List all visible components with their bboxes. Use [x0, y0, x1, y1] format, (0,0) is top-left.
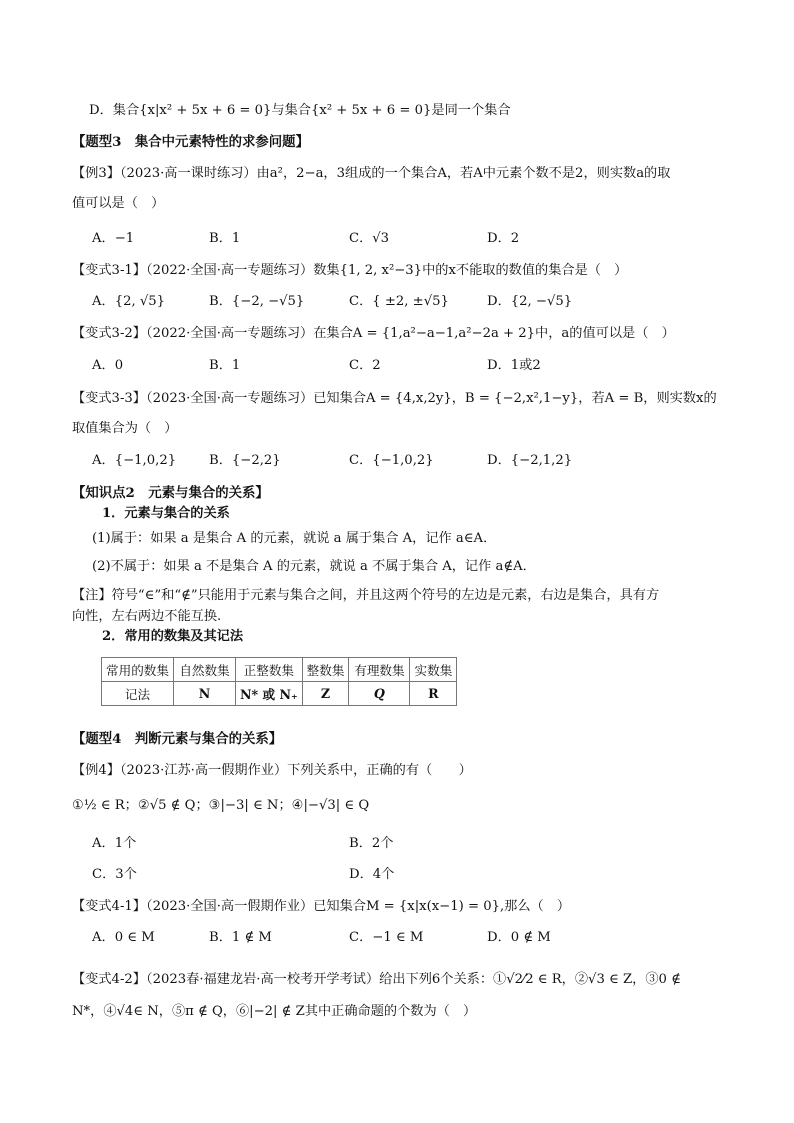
variant3-2-line: 【变式3-2】（2022·全国·高一专题练习）在集合A = {1,a²−a−1,a²−2a + 2}中，a的值可以是（ ） [72, 326, 675, 341]
option-a: A．0 ∈ M [92, 930, 155, 945]
variant3-3-line1: 【变式3-3】（2023·全国·高一专题练习）已知集合A = {4,x,2y}，B = {−2,x²,1−y}，若A = B，则实数x的 [72, 391, 717, 406]
option-d: D．2 [487, 231, 520, 246]
section-header-type3: 【题型3 集合中元素特性的求参问题】 [72, 134, 309, 150]
table-cell: 自然数集 [174, 658, 236, 682]
table-cell: R [410, 682, 457, 706]
table-cell: 记法 [102, 682, 174, 706]
variant4-1-line: 【变式4-1】（2023·全国·高一假期作业）已知集合M = {x|x(x−1) = 0},那么（ ） [72, 899, 571, 914]
knowledge-belong: (1)属于：如果 a 是集合 A 的元素，就说 a 属于集合 A，记作 a∈A． [92, 531, 497, 546]
option-d: D．0 ∉ M [487, 930, 551, 945]
option-a: A．0 [92, 358, 124, 373]
table-header-row [102, 658, 457, 682]
option-b: B．1 [209, 358, 241, 373]
option-c: C．√3 [349, 231, 390, 246]
option-a: A．1个 [92, 836, 137, 851]
option-c: C．{−1,0,2} [349, 453, 434, 468]
number-sets-table [101, 657, 457, 706]
variant3-1-line: 【变式3-1】（2022·全国·高一专题练习）数集{1, 2, x²−3}中的x不能取的数值的集合是（ ） [72, 263, 628, 278]
table-cell: 正整数集 [236, 658, 303, 682]
knowledge-point-2-header: 【知识点2 元素与集合的关系】 [72, 485, 269, 501]
knowledge-note-line2: 向性，左右两边不能互换. [72, 609, 222, 624]
section-header-type4: 【题型4 判断元素与集合的关系】 [72, 731, 283, 747]
variant3-3-line2: 取值集合为（ ） [72, 421, 178, 436]
option-a: A．{2, √5} [92, 294, 166, 309]
table-cell: 有理数集 [349, 658, 410, 682]
option-c: C．−1 ∈ M [349, 930, 424, 945]
table-cell: 常用的数集 [102, 658, 174, 682]
knowledge-subheading-2: 2．常用的数集及其记法 [102, 629, 244, 644]
option-d: D．{2, −√5} [487, 294, 573, 309]
option-b: B．2个 [349, 836, 394, 851]
table-cell: Z [302, 682, 349, 706]
example3-line2: 值可以是（ ） [72, 196, 165, 211]
example4-line: 【例4】（2023·江苏·高一假期作业）下列关系中，正确的有（ ） [72, 763, 472, 778]
table-cell: 实数集 [410, 658, 457, 682]
option-a: A．{−1,0,2} [92, 453, 177, 468]
option-b: B．1 ∉ M [209, 930, 272, 945]
option-a: A．−1 [92, 231, 135, 246]
table-cell: Q [349, 682, 410, 706]
example4-statements: ①½ ∈ R；②√5 ∉ Q；③|−3| ∈ N；④|−√3| ∈ Q [72, 798, 370, 813]
table-cell: N* 或 N₊ [236, 682, 303, 706]
table-row [102, 682, 457, 706]
table-cell: 整数集 [302, 658, 349, 682]
option-b: B．{−2,2} [209, 453, 281, 468]
example3-line1: 【例3】（2023·高一课时练习）由a²，2−a，3组成的一个集合A，若A中元素个数不是2，则实数a的取 [72, 166, 671, 181]
knowledge-subheading-1: 1．元素与集合的关系 [102, 506, 230, 521]
option-c: C．3个 [92, 867, 137, 882]
option-d: D．{−2,1,2} [487, 453, 573, 468]
option-b: B．{−2, −√5} [209, 294, 305, 309]
option-d: D．1或2 [487, 358, 541, 373]
table-cell: N [174, 682, 236, 706]
option-c: C．2 [349, 358, 381, 373]
variant4-2-line2: N*，④√4∈ N，⑤π ∉ Q，⑥|−2| ∉ Z其中正确命题的个数为（ ） [72, 1004, 477, 1019]
option-d-line: D．集合{x|x² + 5x + 6 = 0}与集合{x² + 5x + 6 = 0}是同一个集合 [89, 103, 511, 118]
variant4-2-line1: 【变式4-2】（2023春·福建龙岩·高一校考开学考试）给出下列6个关系：①√2⁄2 ∈ R，②√3 ∈ Z，③0 ∉ [72, 972, 681, 987]
option-d: D．4个 [349, 867, 395, 882]
knowledge-note-line1: 【注】符号“∈”和“∉”只能用于元素与集合之间，并且这两个符号的左边是元素，右边是集合，具有方 [72, 588, 660, 603]
knowledge-not-belong: (2)不属于：如果 a 不是集合 A 的元素，就说 a 不属于集合 A，记作 a∉A． [92, 559, 536, 574]
option-b: B．1 [209, 231, 241, 246]
option-c: C．{ ±2, ±√5} [349, 294, 449, 309]
